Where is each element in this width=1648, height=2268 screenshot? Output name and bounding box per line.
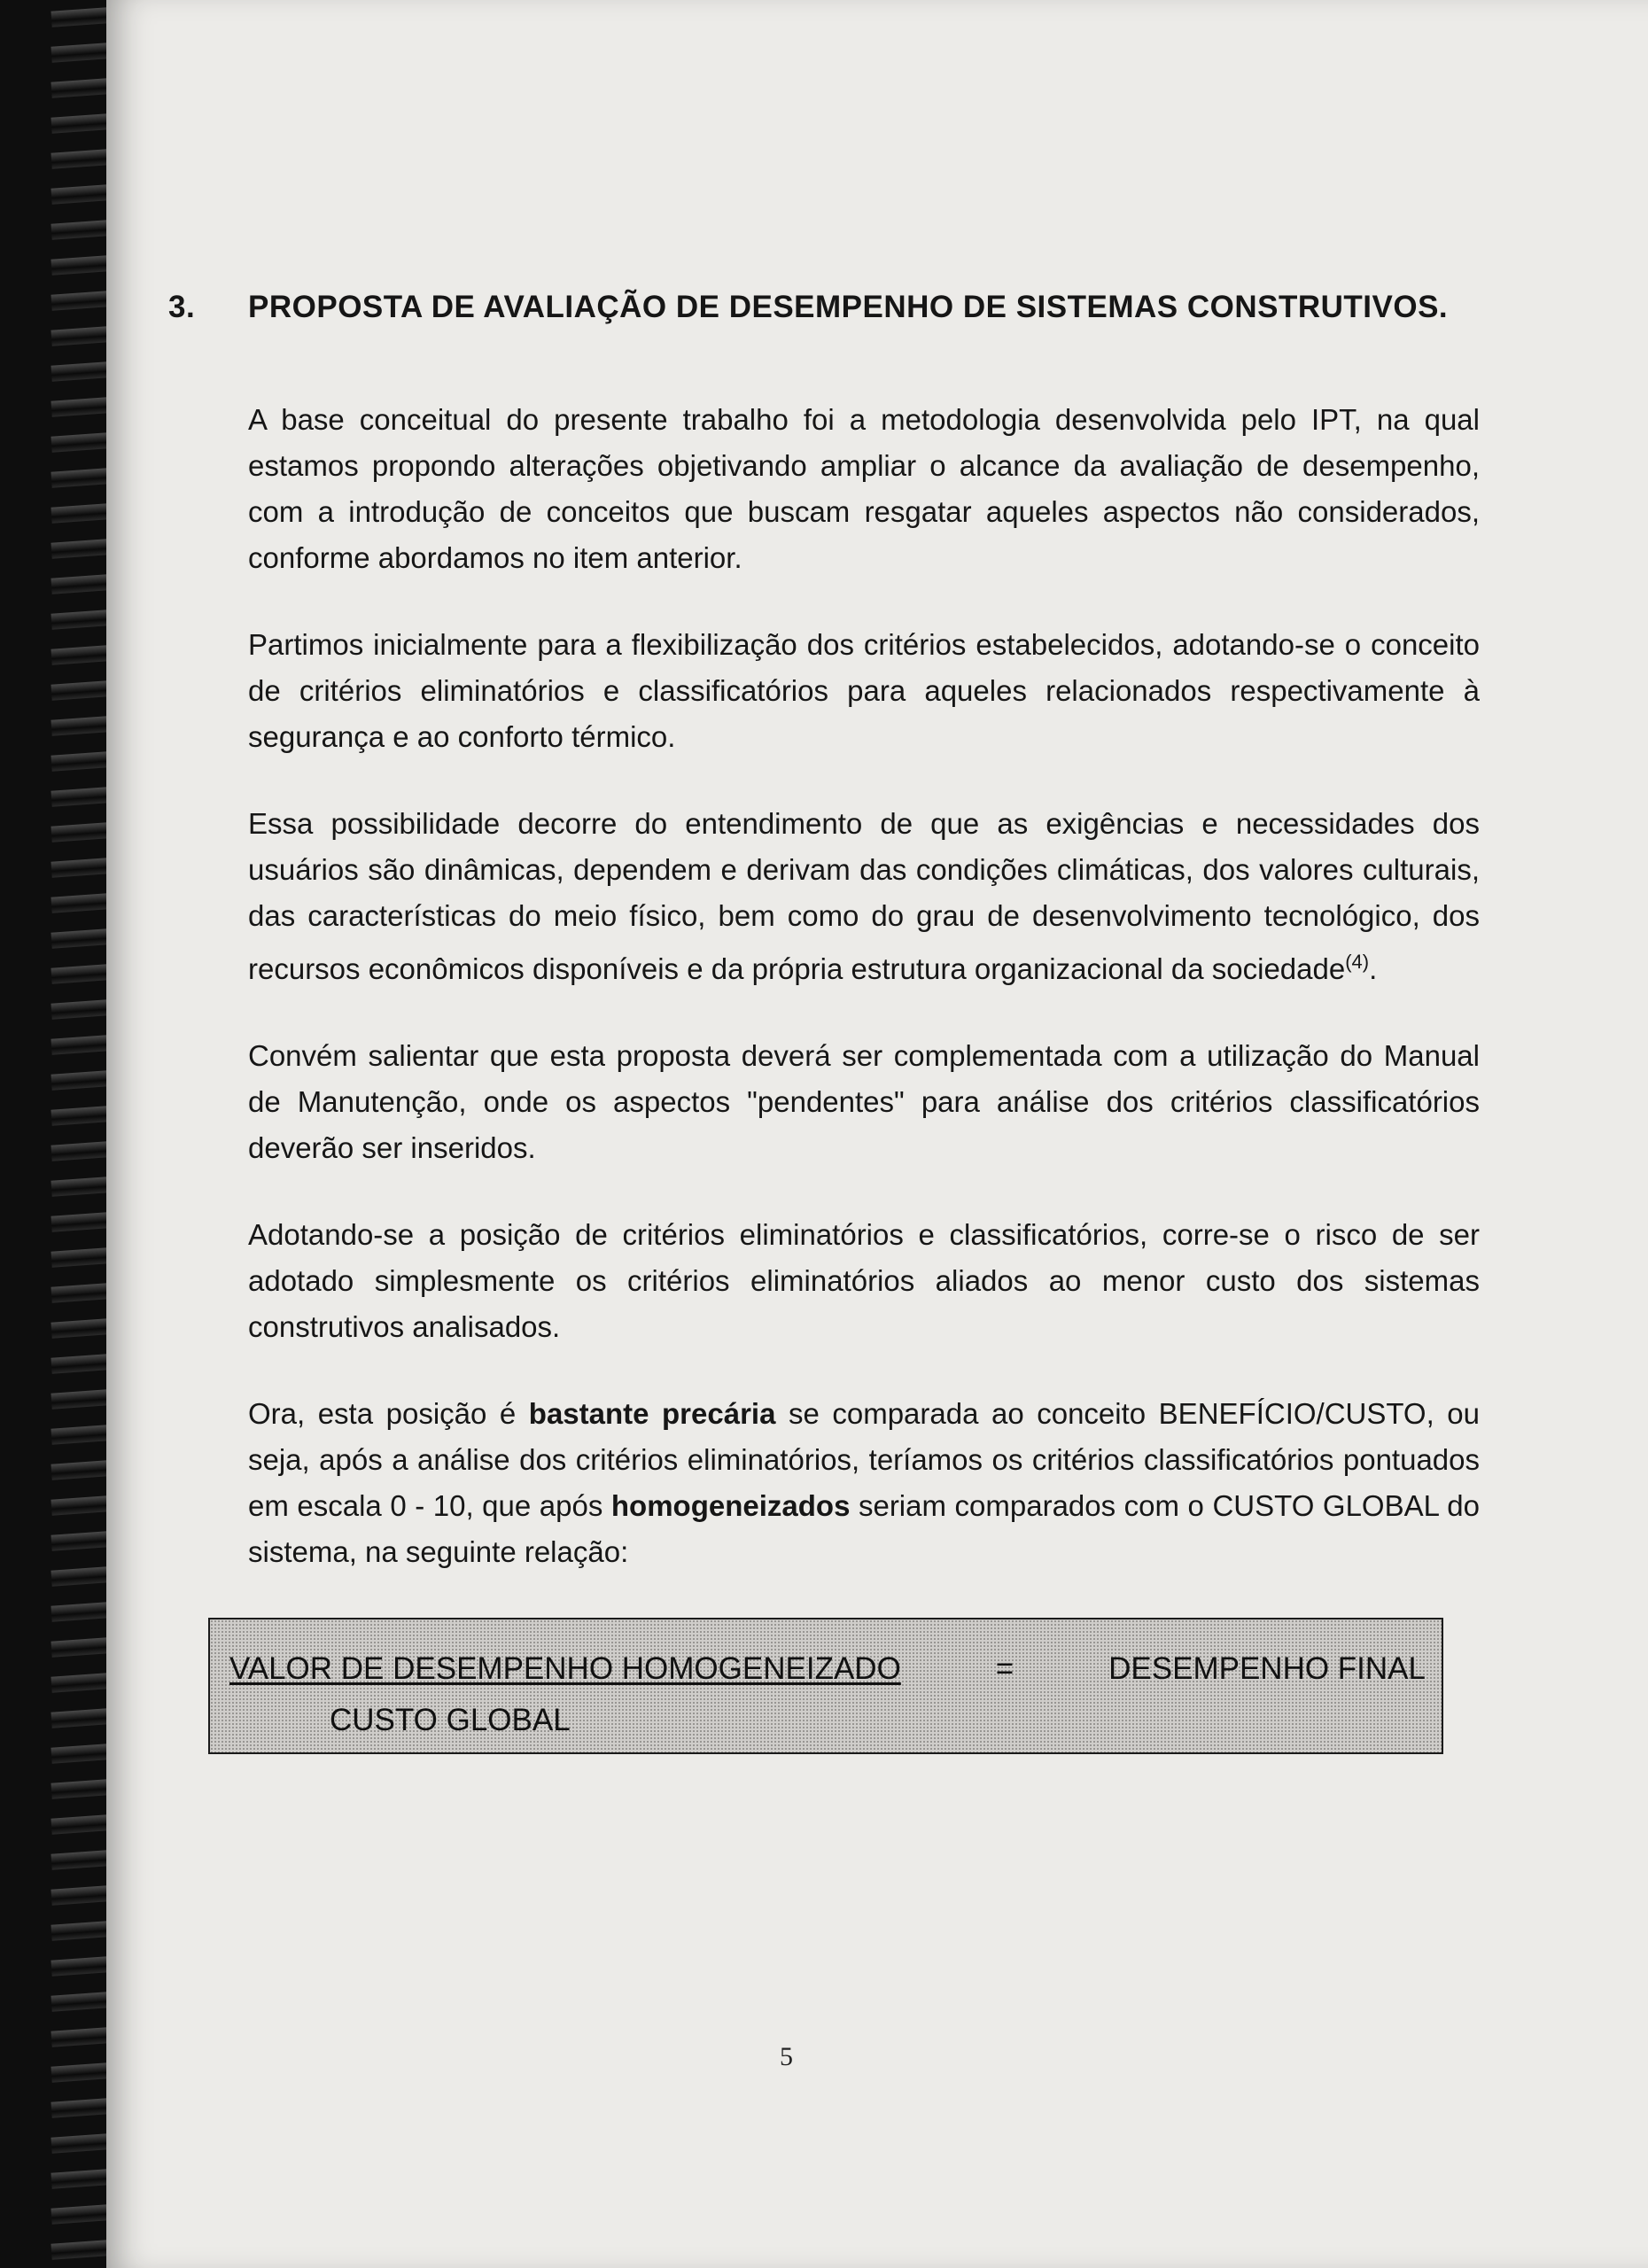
formula-equals: = xyxy=(995,1651,1014,1686)
emphasis-homogeneizados: homogeneizados xyxy=(610,1489,851,1522)
section-heading xyxy=(168,284,1480,331)
paragraph-6-part-e: seriam comparados com o CUSTO GLOBAL do sistema, na seguinte relação: xyxy=(248,1489,1480,1568)
paragraph-6-part-a: Ora, esta posição é xyxy=(248,1397,529,1430)
paragraph-3-end: . xyxy=(1369,952,1378,985)
footnote-reference: (4) xyxy=(1345,951,1370,973)
paragraph-3-text: Essa possibilidade decorre do entendimento de que as exigências e necessidades dos usuários são dinâmicas, dependem e derivam das condições climáticas, dos valores culturais, das características do meio físico, bem como do grau de desenvolvimento tecnológico, dos recursos econômicos disponíveis e da própria estrutura organizacional da sociedade xyxy=(248,807,1480,985)
paragraph-5: Adotando-se a posição de critérios eliminatórios e classificatórios, corre-se o risco de ser adotado simplesmente os critérios eliminatórios aliados ao menor custo dos sistemas construtivos analisados. xyxy=(248,1218,1480,1343)
paragraph-4: Convém salientar que esta proposta deverá ser complementada com a utilização do Manual de Manutenção, onde os aspectos "pendentes" para análise dos critérios classificatórios deverão ser inseridos. xyxy=(248,1039,1480,1164)
section-number: 3. xyxy=(168,290,196,324)
emphasis-bastante-precaria: bastante precária xyxy=(528,1397,776,1430)
formula-line xyxy=(229,1646,1426,1692)
section-title: PROPOSTA DE AVALIAÇÃO DE DESEMPENHO DE SISTEMAS CONSTRUTIVOS. xyxy=(248,290,1449,324)
formula-denominator: CUSTO GLOBAL xyxy=(330,1703,571,1737)
paragraph-2: Partimos inicialmente para a flexibilização dos critérios estabelecidos, adotando-se o conceito de critérios eliminatórios e classificatórios para aqueles relacionados respectivamente à segurança e ao conforto térmico. xyxy=(248,628,1480,753)
spiral-binding xyxy=(0,0,115,2268)
page-content xyxy=(168,284,1480,1754)
formula-numerator: VALOR DE DESEMPENHO HOMOGENEIZADO xyxy=(229,1651,901,1686)
paragraph-6-part-c: se comparada ao conceito BENEFÍCIO/CUSTO, ou seja, após a análise dos critérios eliminatórios, teríamos os critérios classificatórios pontuados em escala 0 - 10, que após xyxy=(248,1397,1481,1522)
paragraph-3 xyxy=(168,801,1480,992)
formula-box xyxy=(208,1618,1443,1754)
paragraph-1: A base conceitual do presente trabalho foi a metodologia desenvolvida pelo IPT, na qual estamos propondo alterações objetivando ampliar o alcance da avaliação de desempenho, com a introdução de conceitos que buscam resgatar aqueles aspectos não considerados, conforme abordamos no item anterior. xyxy=(248,403,1480,574)
formula-result: DESEMPENHO FINAL xyxy=(1108,1651,1426,1686)
paragraph-6 xyxy=(168,1391,1480,1575)
page-number: 5 xyxy=(780,2042,793,2071)
